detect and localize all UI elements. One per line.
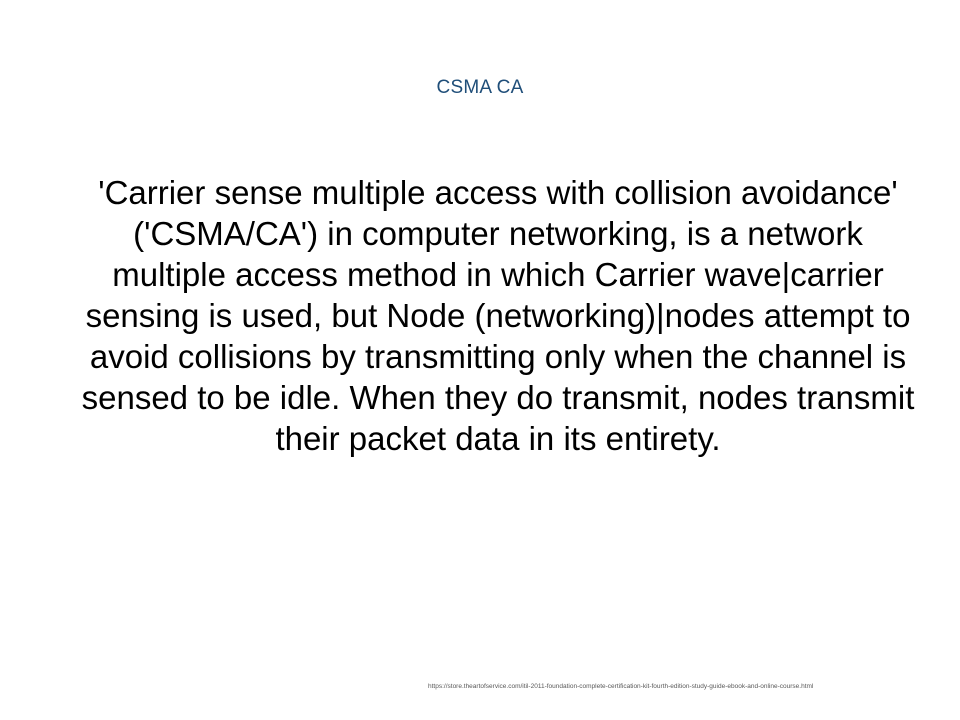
source-url: https://store.theartofservice.com/itil-2011-foundation-complete-certification-kit-fourth-edition-study-guide-ebook-and-online-course.html <box>428 683 814 690</box>
slide-title: CSMA CA <box>436 77 524 98</box>
slide-body-text: 'Carrier sense multiple access with collision avoidance' ('CSMA/CA') in computer networking, is a network multiple access method in which Carrier wave|carrier sensing is used, but Node (networking)|nodes attempt to avoid collisions by transmitting only when the channel is sensed to be idle. When they do transmit, nodes transmit their packet data in its entirety. <box>81 174 915 457</box>
